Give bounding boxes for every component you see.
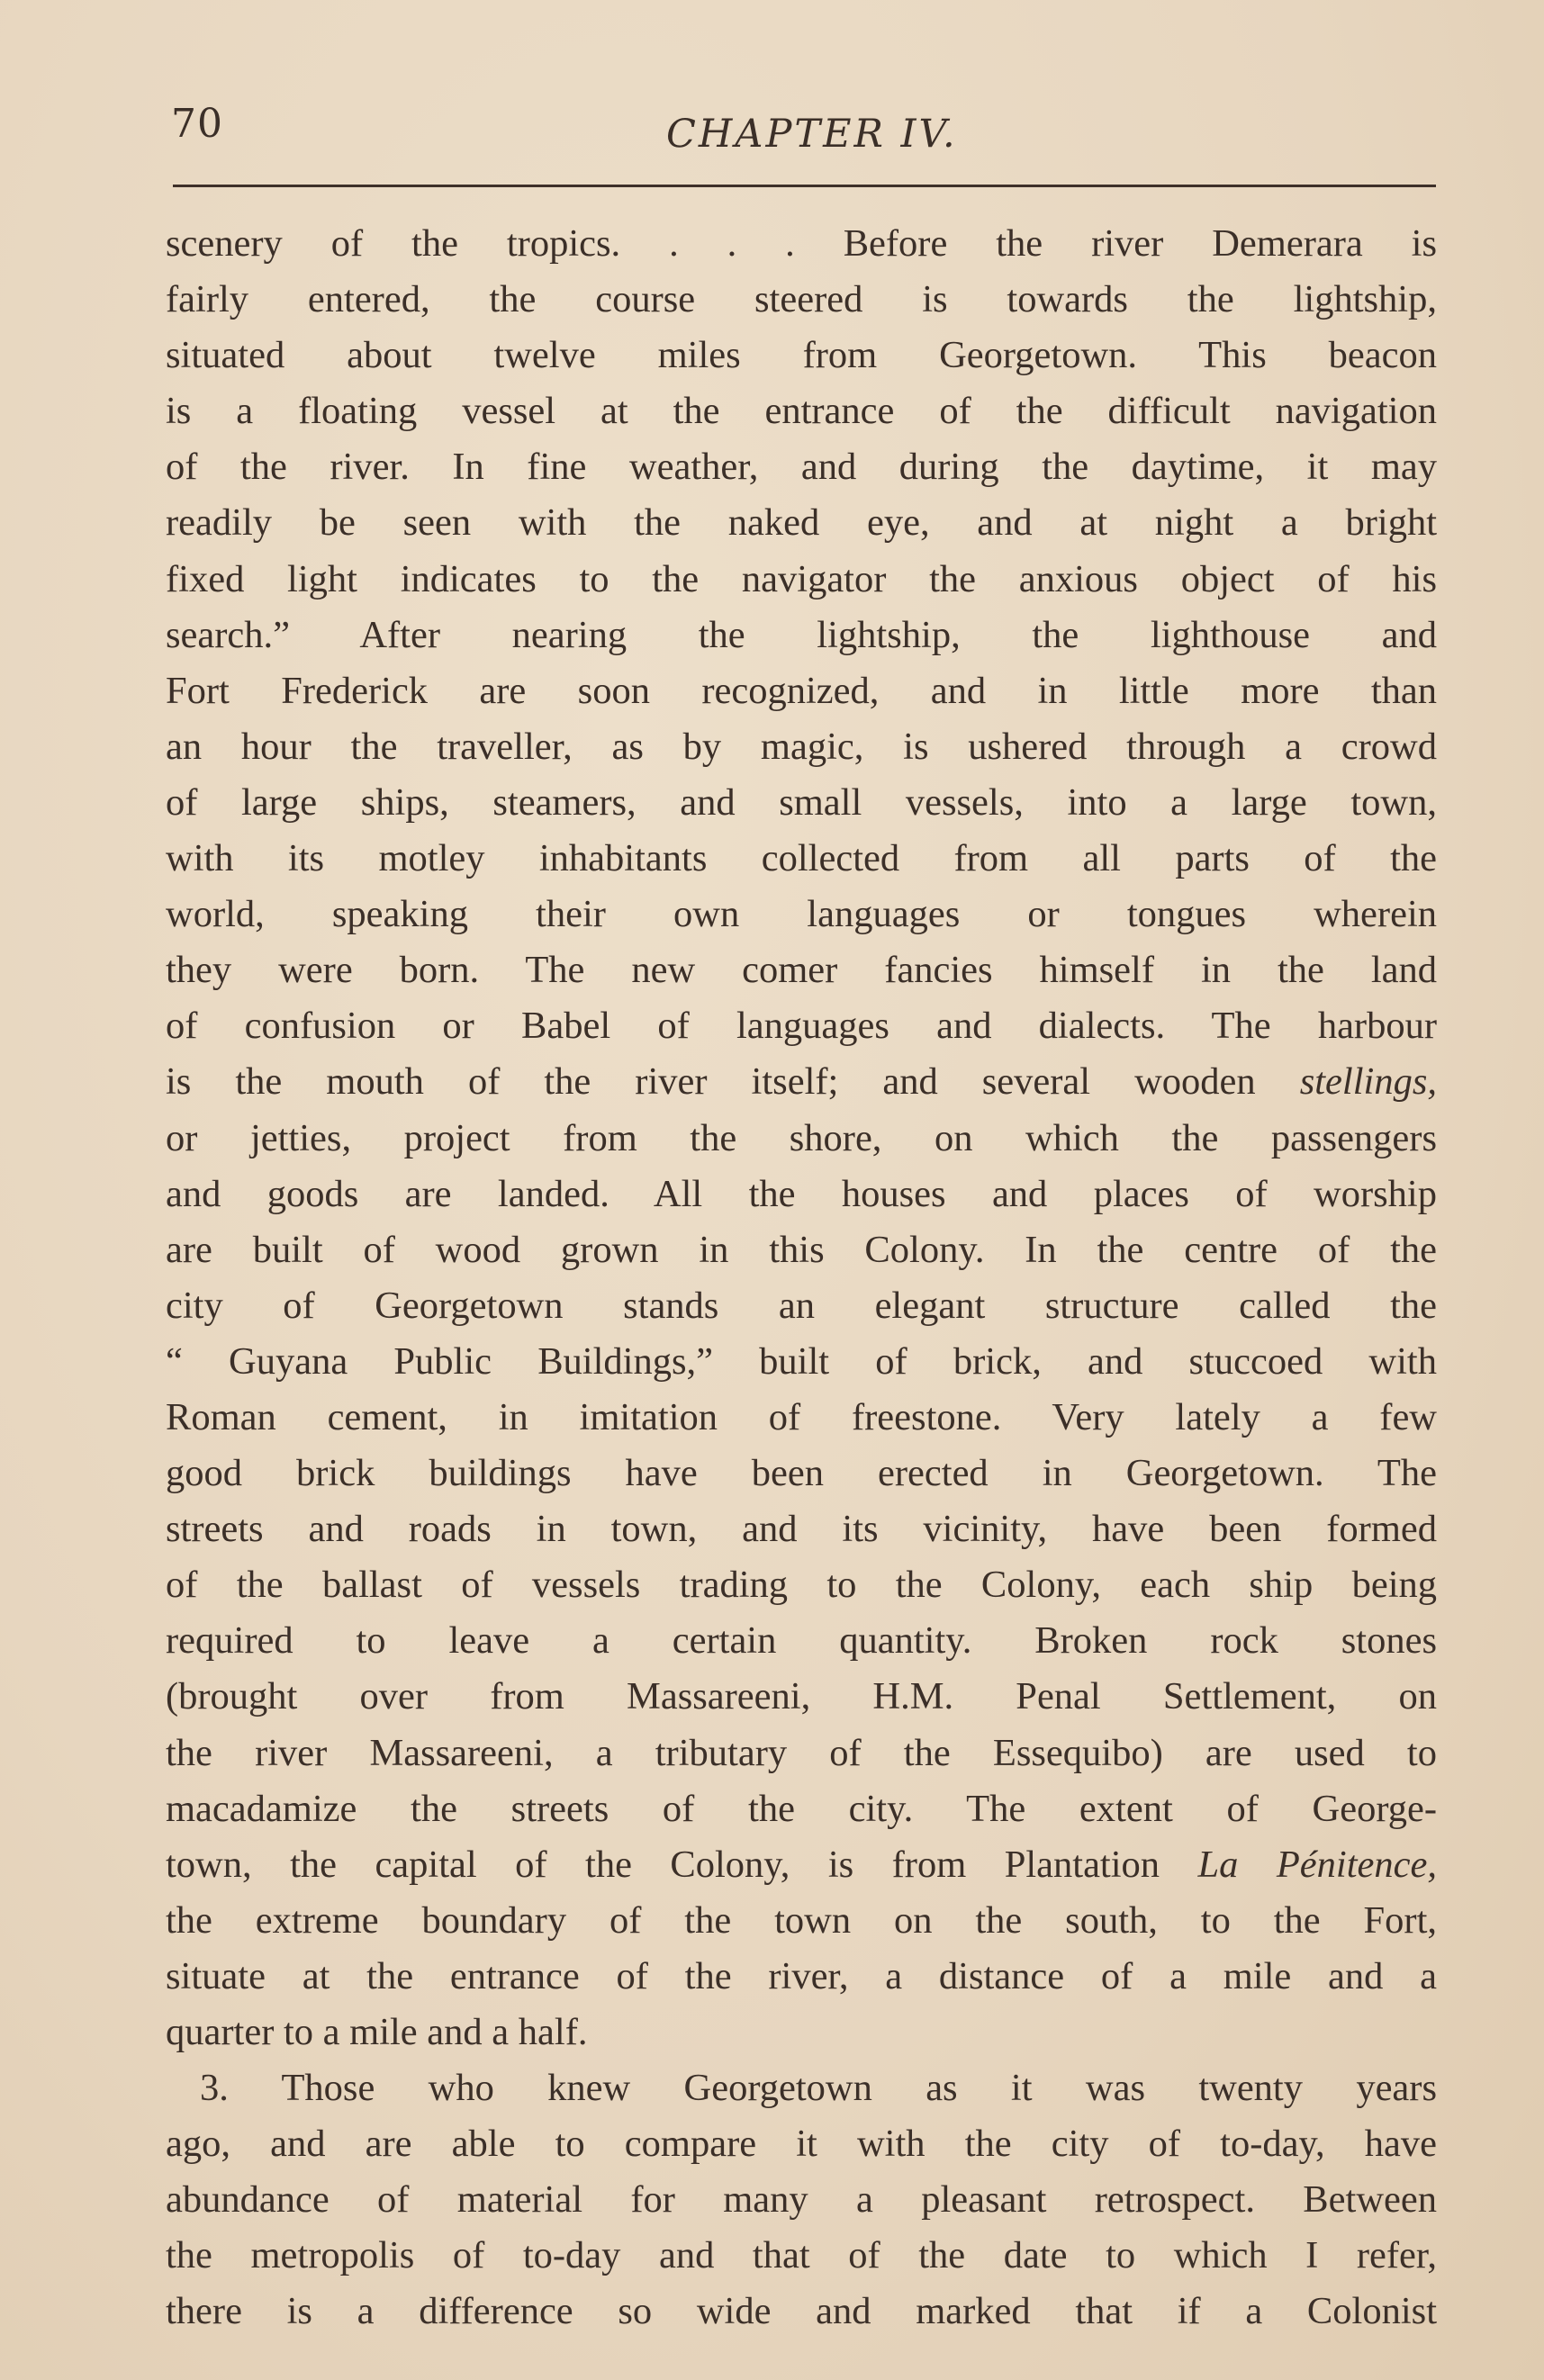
text-line: the metropolis of to-day and that of the date to which I refer, <box>166 2234 1437 2277</box>
text-line: and goods are landed. All the houses and places of worship <box>166 1172 1437 1215</box>
text-line: good brick buildings have been erected in Georgetown. The <box>166 1452 1437 1495</box>
text-line: Roman cement, in imitation of freestone. Very lately a few <box>166 1395 1437 1438</box>
text-line: town, the capital of the Colony, is from Plantation La Pénitence, <box>166 1843 1437 1886</box>
text-line: of the river. In fine weather, and during the daytime, it may <box>166 446 1437 489</box>
text-line: is the mouth of the river itself; and several wooden stellings, <box>166 1060 1437 1104</box>
italic-term: La Pénitence, <box>1197 1843 1437 1886</box>
paragraph-end-line: quarter to a mile and a half. <box>166 2011 588 2053</box>
text-line: Fort Frederick are soon recognized, and in little more than <box>166 669 1437 712</box>
text-line: ago, and are able to compare it with the city of to-day, have <box>166 2123 1437 2166</box>
text-line: streets and roads in town, and its vicinity, have been formed <box>166 1508 1437 1551</box>
text-line: fairly entered, the course steered is towards the lightship, <box>166 278 1437 321</box>
text-line: of large ships, steamers, and small vessels, into a large town, <box>166 780 1437 824</box>
text-line: are built of wood grown in this Colony. In the centre of the <box>166 1228 1437 1271</box>
text-line: “ Guyana Public Buildings,” built of brick, and stuccoed with <box>166 1339 1437 1383</box>
text-line: is a floating vessel at the entrance of the difficult navigation <box>166 390 1437 433</box>
text-line: the river Massareeni, a tributary of the Essequibo) are used to <box>166 1731 1437 1774</box>
paragraph-start-line: 3. Those who knew Georgetown as it was twenty years <box>200 2067 1437 2110</box>
text-line: abundance of material for many a pleasant retrospect. Between <box>166 2178 1437 2222</box>
text-line: or jetties, project from the shore, on which the passengers <box>166 1116 1437 1159</box>
text-line: city of Georgetown stands an elegant structure called the <box>166 1284 1437 1327</box>
text-line: the extreme boundary of the town on the south, to the Fort, <box>166 1898 1437 1942</box>
text-line: of confusion or Babel of languages and dialects. The harbour <box>166 1005 1437 1048</box>
text-line: they were born. The new comer fancies himself in the land <box>166 949 1437 992</box>
body-text <box>166 216 1437 2340</box>
text-line: of the ballast of vessels trading to the Colony, each ship being <box>166 1564 1437 1607</box>
page-number: 70 <box>171 101 223 147</box>
text-line: with its motley inhabitants collected from all parts of the <box>166 837 1437 880</box>
text-line: required to leave a certain quantity. Broken rock stones <box>166 1619 1437 1663</box>
text-line: an hour the traveller, as by magic, is ushered through a crowd <box>166 725 1437 768</box>
text-line: search.” After nearing the lightship, the lighthouse and <box>166 613 1437 656</box>
text-line: fixed light indicates to the navigator the anxious object of his <box>166 557 1437 600</box>
text-line: readily be seen with the naked eye, and at night a bright <box>166 501 1437 545</box>
header-rule <box>173 185 1436 187</box>
text-line: there is a difference so wide and marked that if a Colonist <box>166 2290 1437 2333</box>
text-line: (brought over from Massareeni, H.M. Penal Settlement, on <box>166 1675 1437 1718</box>
text-line: situate at the entrance of the river, a distance of a mile and a <box>166 1954 1437 1997</box>
text-line: world, speaking their own languages or tongues wherein <box>166 893 1437 936</box>
text-line: macadamize the streets of the city. The extent of George- <box>166 1787 1437 1830</box>
italic-term: stellings, <box>1299 1060 1437 1104</box>
running-head: CHAPTER IV. <box>666 112 958 157</box>
text-line: situated about twelve miles from Georgetown. This beacon <box>166 334 1437 377</box>
text-line: scenery of the tropics. . . . Before the river Demerara is <box>166 222 1437 265</box>
